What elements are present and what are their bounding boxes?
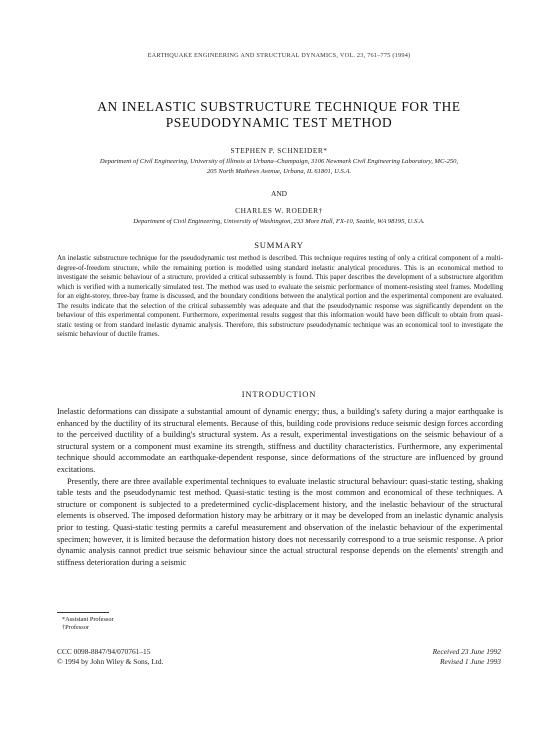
footnote-rule bbox=[57, 612, 109, 613]
footnote-2: †Professor bbox=[62, 624, 89, 632]
affiliation-1-line-1: Department of Civil Engineering, University of Illinois at Urbana–Champaign, 3106 Newmark Civil Engineering Laboratory, MC-250, bbox=[99, 158, 459, 165]
affiliation-1-line-2: 205 North Mathews Avenue, Urbana, IL 61801, U.S.A. bbox=[206, 167, 352, 175]
submission-dates bbox=[433, 647, 501, 667]
summary-text: An inelastic substructure technique for the pseudodynamic test method is described. This technique requires testing of only a critical component of a multi-degree-of-freedom structure, while the remaining portion is modelled using standard inelastic analytical procedures. This is an economical method to investigate the seismic behaviour of a structure, provided a critical subassembly is found. This paper describes the development of a substructure algorithm which is verified with a numerically simulated test. The method was used to evaluate the seismic performance of moment-resisting steel frames. Modelling for an eight-storey, three-bay frame is discussed, and the boundary conditions between the analytical portion and the experimental component are evaluated. The results indicate that the selection of the critical subassembly was adequate and that the pseudodynamic response was significantly dependent on the behaviour of this experimental component. Furthermore, experimental results suggest that this information would have been difficult to obtain from quasi-static testing or from standard inelastic dynamic analysis. Therefore, this substructure pseudodynamic technique was an economical tool to investigate the seismic behaviour of ductile frames. bbox=[57, 254, 503, 339]
footnotes bbox=[62, 616, 114, 633]
title-line-2: PSEUDODYNAMIC TEST METHOD bbox=[165, 115, 393, 130]
revised-date: Revised 1 June 1993 bbox=[440, 657, 501, 666]
affiliation-1 bbox=[60, 157, 498, 176]
introduction-heading: INTRODUCTION bbox=[241, 389, 317, 399]
intro-paragraph-1: Inelastic deformations can dissipate a substantial amount of dynamic energy; thus, a building's safety during a major earthquake is enhanced by the ductility of its structural elements. Because of this, building code provisions reduce seismic design forces according to the perceived ductility of a building's structural system. As a result, experimental investigations on the seismic behaviour of a structural system or a component must examine its strength, stiffness and ductility characteristics. Furthermore, any experimental technique should accommodate an earthquake-dependent response, since deformations of the structure are influenced by ground excitations. bbox=[57, 407, 503, 474]
affiliation-2: Department of Civil Engineering, University of Washington, 233 More Hall, FX-10, Seattle, WA 98195, U.S.A. bbox=[133, 218, 425, 225]
author-2: CHARLES W. ROEDER† bbox=[235, 206, 323, 215]
paper-title bbox=[0, 99, 558, 131]
footnote-1: *Assistant Professor bbox=[62, 616, 114, 623]
introduction-body bbox=[57, 406, 503, 568]
and-label: AND bbox=[270, 189, 287, 198]
title-line-1: AN INELASTIC SUBSTRUCTURE TECHNIQUE FOR THE bbox=[97, 99, 461, 114]
ccc-code: CCC 0098-8847/94/070761–15 bbox=[57, 647, 151, 656]
author-1: STEPHEN P. SCHNEIDER* bbox=[230, 146, 328, 155]
copyright-notice: © 1994 by John Wiley & Sons, Ltd. bbox=[57, 657, 164, 666]
publication-info bbox=[57, 647, 163, 667]
received-date: Received 23 June 1992 bbox=[432, 647, 501, 656]
intro-paragraph-2: Presently, there are three available experimental techniques to evaluate inelastic structural behaviour: quasi-static testing, shaking table tests and the pseudodynamic test method. Quasi-static testing is the most common and economical of these techniques. A structure or component is subjected to a predetermined cyclic-displacement history, and the inelastic behaviour of the structural elements is observed. The imposed deformation history may be arbitrary or it may be developed from an inelastic dynamic analysis prior to testing. Quasi-static testing permits a careful measurement and observation of the inelastic behaviour of the experimental specimen; however, it is limited because the deformation history does not necessarily correspond to a true seismic response. A prior dynamic analysis cannot predict true seismic behaviour since the actual structural response depends on the elements' strength and stiffness deterioration during a seismic bbox=[57, 476, 503, 567]
journal-header: EARTHQUAKE ENGINEERING AND STRUCTURAL DYNAMICS, VOL. 23, 761–775 (1994) bbox=[147, 52, 411, 59]
summary-heading: SUMMARY bbox=[254, 240, 304, 250]
